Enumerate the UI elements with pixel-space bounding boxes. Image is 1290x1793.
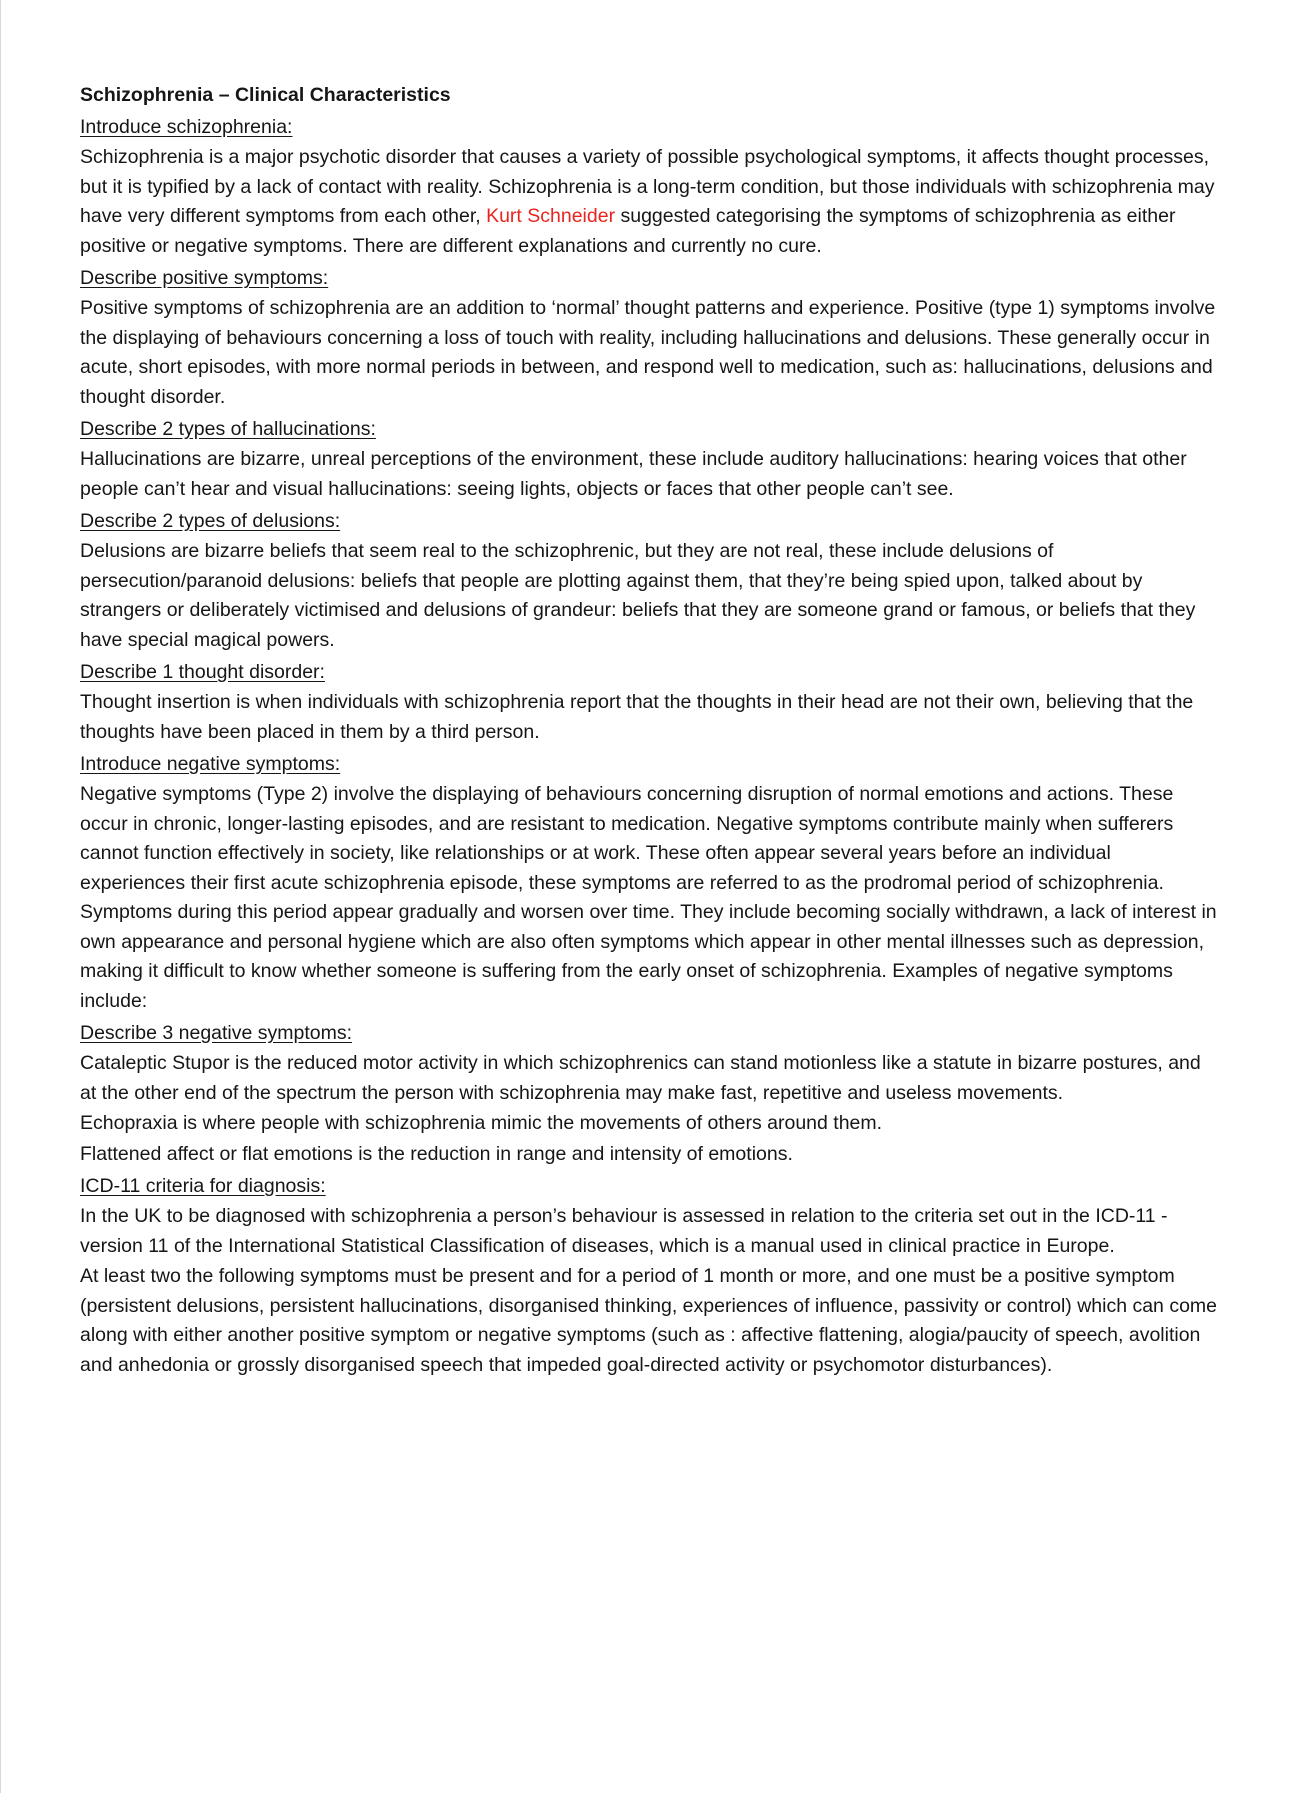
paragraph-negative-symptoms: Negative symptoms (Type 2) involve the displaying of behaviours concerning disruption of normal emotions and actions. These occur in chronic, longer-lasting episodes, and are resistant to medication. Negative symptoms contribute mainly when sufferers cannot function effectively in society, like relationships or at work. These often appear several years before an individual experiences their first acute schizophrenia episode, these symptoms are referred to as the prodromal period of schizophrenia. Symptoms during this period appear gradually and worsen over time. They include becoming socially withdrawn, a lack of interest in own appearance and personal hygiene which are also often symptoms which appear in other mental illnesses such as depression, making it difficult to know whether someone is suffering from the early onset of schizophrenia. Examples of negative symptoms include: [80, 783, 1217, 1012]
paragraph-flattened-affect: Flattened affect or flat emotions is the reduction in range and intensity of emotions. [80, 1142, 793, 1165]
paragraph-text: Schizophrenia is a major psychotic disorder that causes a variety of possible psychological symptoms, it affects thought processes, but it is typified by a lack of contact with reality. Schizophrenia is a long-term condition, but those individuals with schizophrenia may have very different symptoms from each other, [80, 146, 1215, 227]
paragraph-cataleptic-stupor: Cataleptic Stupor is the reduced motor activity in which schizophrenics can stand motionless like a statute in bizarre postures, and at the other end of the spectrum the person with schizophrenia may make fast, repetitive and useless movements. [80, 1052, 1201, 1104]
section-heading-delusions: Describe 2 types of delusions: [80, 510, 341, 532]
section-heading-negative-symptoms: Introduce negative symptoms: [80, 753, 341, 775]
highlighted-name: Kurt Schneider [486, 205, 616, 227]
paragraph-icd-11-intro: In the UK to be diagnosed with schizophrenia a person’s behaviour is assessed in relation to the criteria set out in the ICD-11 - version 11 of the International Statistical Classification of diseases, which is a manual used in clinical practice in Europe. [80, 1205, 1168, 1257]
paragraph-thought-disorder: Thought insertion is when individuals with schizophrenia report that the thoughts in their head are not their own, believing that the thoughts have been placed in them by a third person. [80, 691, 1194, 743]
section-heading-positive-symptoms: Describe positive symptoms: [80, 267, 329, 289]
paragraph-delusions: Delusions are bizarre beliefs that seem real to the schizophrenic, but they are not real, these include delusions of persecution/paranoid delusions: beliefs that people are plotting against them, that they’re being spied upon, talked about by strangers or deliberately victimised and delusions of grandeur: beliefs that they are someone grand or famous, or beliefs that they have special magical powers. [80, 540, 1196, 651]
paragraph-introduce-schizophrenia [80, 143, 1220, 261]
document-title: Schizophrenia – Clinical Characteristics [80, 84, 451, 106]
paragraph-text: suggested categorising the symptoms of schizophrenia as either positive or negative symptoms. There are different explanations and currently no cure. [80, 205, 1176, 257]
section-heading-introduce-schizophrenia: Introduce schizophrenia: [80, 116, 293, 138]
document-body [80, 80, 1220, 1381]
section-heading-three-negative-symptoms: Describe 3 negative symptoms: [80, 1022, 353, 1044]
section-heading-thought-disorder: Describe 1 thought disorder: [80, 661, 325, 683]
paragraph-hallucinations: Hallucinations are bizarre, unreal perceptions of the environment, these include auditory hallucinations: hearing voices that other people can’t hear and visual hallucinations: seeing lights, objects or faces that other people can’t see. [80, 448, 1187, 500]
paragraph-icd-11-criteria: At least two the following symptoms must be present and for a period of 1 month or more, and one must be a positive symptom (persistent delusions, persistent hallucinations, disorganised thinking, experiences of influence, passivity or control) which can come along with either another positive symptom or negative symptoms (such as : affective flattening, alogia/paucity of speech, avolition and anhedonia or grossly disorganised speech that impeded goal-directed activity or psychomotor disturbances). [80, 1265, 1218, 1376]
section-heading-icd-11: ICD-11 criteria for diagnosis: [80, 1175, 326, 1197]
paragraph-positive-symptoms: Positive symptoms of schizophrenia are an addition to ‘normal’ thought patterns and experience. Positive (type 1) symptoms involve the displaying of behaviours concerning a loss of touch with reality, including hallucinations and delusions. These generally occur in acute, short episodes, with more normal periods in between, and respond well to medication, such as: hallucinations, delusions and thought disorder. [80, 297, 1216, 408]
paragraph-echopraxia: Echopraxia is where people with schizophrenia mimic the movements of others around them. [80, 1112, 883, 1134]
section-heading-hallucinations: Describe 2 types of hallucinations: [80, 418, 376, 440]
